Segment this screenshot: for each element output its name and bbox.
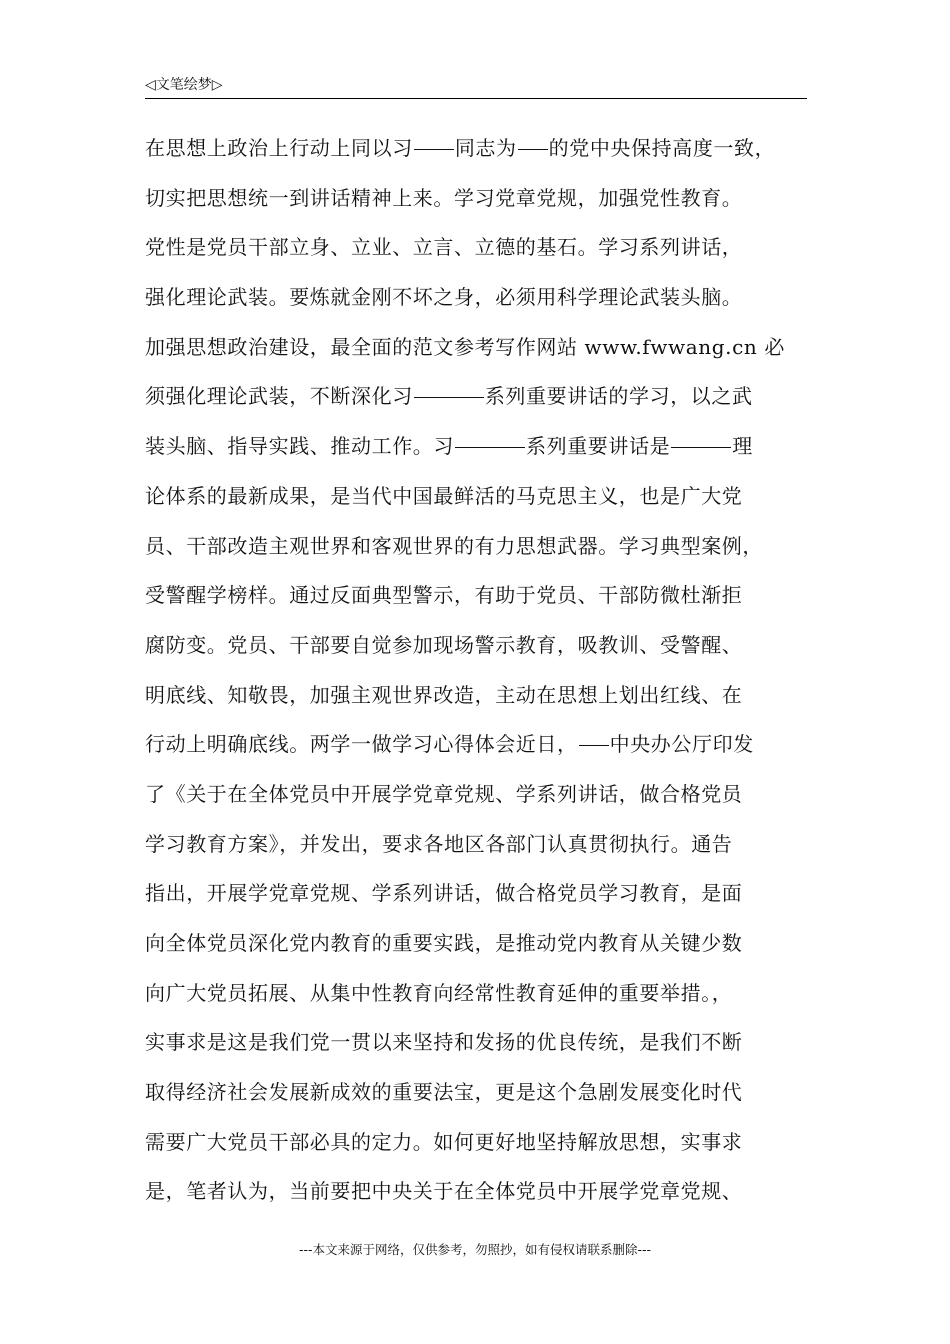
text-segment: 须强化理论武装，不断深化习: [145, 384, 413, 409]
text-line: [145, 1167, 825, 1217]
text-segment: 需要广大党员干部必具的定力。如何更好地坚持解放思想，实事求: [145, 1129, 743, 1154]
text-segment: 系列重要讲话是: [526, 434, 671, 459]
text-line: [145, 522, 825, 572]
text-line: [145, 1118, 825, 1168]
fill-blank: [671, 425, 731, 448]
text-line: [145, 621, 825, 671]
text-segment: 装头脑、指导实践、推动工作。习: [145, 434, 454, 459]
fill-blank: [414, 127, 454, 150]
text-line: [145, 969, 825, 1019]
text-segment: 指出，开展学党章党规、学系列讲话，做合格党员学习教育，是面: [145, 881, 743, 906]
text-line: [145, 124, 825, 174]
text-segment: 取得经济社会发展新成效的重要法宝，更是这个急剧发展变化时代: [145, 1080, 743, 1105]
text-segment: 党性是党员干部立身、立业、立言、立德的基石。学习系列讲话，: [145, 235, 743, 260]
text-line: [145, 1018, 825, 1068]
text-segment: 加强思想政治建设，最全面的范文参考写作网站 www.fwwang.cn 必: [145, 334, 785, 359]
text-line: [145, 174, 825, 224]
fill-blank: [579, 723, 609, 746]
text-segment: 实事求是这是我们党一贯以来坚持和发扬的优良传统，是我们不断: [145, 1030, 743, 1055]
text-segment: 了《关于在全体党员中开展学党章党规、学系列讲话，做合格党员: [145, 781, 743, 806]
page-footer: ---本文来源于网络，仅供参考，勿照抄，如有侵权请联系删除---: [298, 1242, 652, 1257]
page-header: [145, 74, 807, 99]
fill-blank: [518, 127, 548, 150]
text-segment: 行动上明确底线。两学一做学习心得体会近日，: [145, 732, 578, 757]
text-line: [145, 720, 825, 770]
text-line: [145, 820, 825, 870]
text-segment: 在思想上政治上行动上同以习: [145, 136, 413, 160]
text-line: [145, 323, 825, 373]
text-line: [145, 919, 825, 969]
text-segment: 强化理论武装。要炼就金刚不坏之身，必须用科学理论武装头脑。: [145, 285, 743, 310]
text-segment: 向广大党员拓展、从集中性教育向经常性教育延伸的重要举措。，: [145, 980, 733, 1005]
text-segment: 腐防变。党员、干部要自觉参加现场警示教育，吸教训、受警醒、: [145, 632, 743, 657]
text-segment: 理: [732, 434, 753, 459]
text-line: [145, 770, 825, 820]
text-segment: 切实把思想统一到讲话精神上来。学习党章党规，加强党性教育。: [145, 185, 743, 210]
text-line: [145, 869, 825, 919]
text-segment: 论体系的最新成果，是当代中国最鲜活的马克思主义，也是广大党: [145, 483, 743, 508]
fill-blank: [455, 425, 525, 448]
text-line: [145, 571, 825, 621]
text-segment: 学习教育方案》，并发出，要求各地区各部门认真贯彻执行。通告: [145, 831, 733, 856]
text-segment: 明底线、知敬畏，加强主观世界改造，主动在思想上划出红线、在: [145, 682, 743, 707]
text-line: [145, 472, 825, 522]
text-line: [145, 422, 825, 472]
text-segment: 系列重要讲话的学习，以之武: [484, 384, 753, 409]
text-segment: 中央办公厅印发: [609, 732, 754, 757]
fill-blank: [414, 375, 484, 398]
text-line: [145, 1068, 825, 1118]
text-segment: 是，笔者认为，当前要把中央关于在全体党员中开展学党章党规、: [145, 1179, 743, 1204]
text-segment: 向全体党员深化党内教育的重要实践，是推动党内教育从关键少数: [145, 931, 743, 955]
header-title: ◁文笔绘梦▷: [145, 77, 223, 93]
text-segment: 同志为: [454, 136, 517, 160]
text-line: [145, 671, 825, 721]
text-line: [145, 372, 825, 422]
text-segment: 受警醒学榜样。通过反面典型警示，有助于党员、干部防微杜渐拒: [145, 583, 743, 608]
text-line: [145, 273, 825, 323]
text-segment: 的党中央保持高度一致，: [548, 136, 776, 160]
text-line: [145, 223, 825, 273]
text-segment: 员、干部改造主观世界和客观世界的有力思想武器。学习典型案例，: [145, 533, 763, 558]
document-body: [145, 124, 825, 1217]
